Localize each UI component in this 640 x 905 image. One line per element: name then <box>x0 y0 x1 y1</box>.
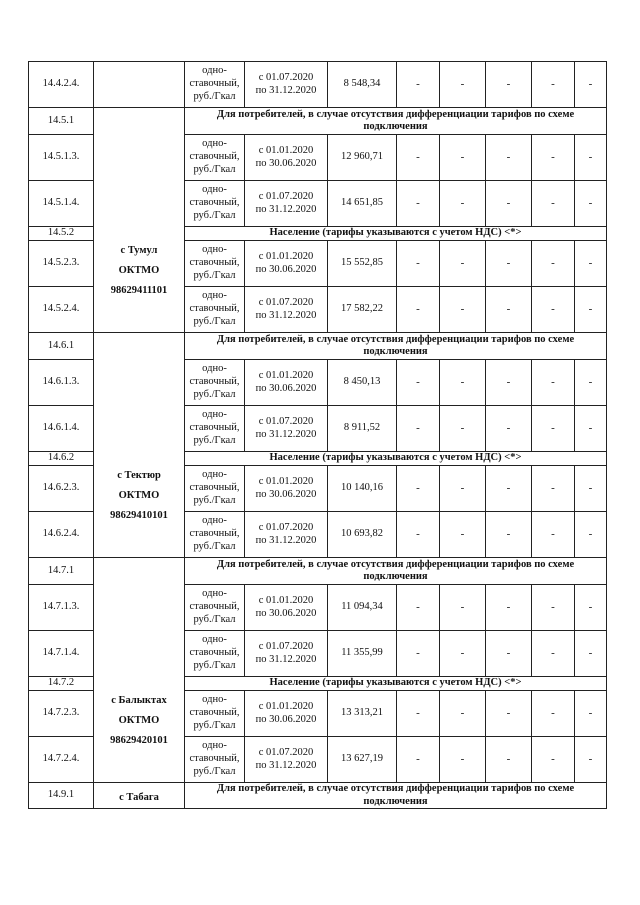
row-code: 14.7.1.3. <box>29 585 94 631</box>
unit-line: одно- <box>202 363 227 375</box>
tariff-value: 11 355,99 <box>328 631 397 677</box>
settlement-cell: с Табага <box>94 783 185 809</box>
row-code: 14.5.2.3. <box>29 241 94 287</box>
section-title: Население (тарифы указываются с учетом НДС) <*> <box>185 452 607 466</box>
unit-line: одно- <box>202 515 227 527</box>
settlement-cell <box>94 558 185 783</box>
empty-value-dash: - <box>486 287 532 333</box>
tariff-value: 12 960,71 <box>328 135 397 181</box>
period-cell <box>245 135 328 181</box>
empty-value-dash: - <box>440 135 486 181</box>
period-line: с 01.07.2020 <box>258 521 314 533</box>
empty-value-dash: - <box>397 181 440 227</box>
unit-cell <box>185 181 245 227</box>
empty-value-dash: - <box>397 466 440 512</box>
empty-value-dash: - <box>486 135 532 181</box>
period-line: по 31.12.2020 <box>255 534 317 546</box>
empty-value-dash: - <box>575 62 607 108</box>
row-code: 14.5.2.4. <box>29 287 94 333</box>
section-code: 14.6.2 <box>29 452 94 466</box>
period-line: по 30.06.2020 <box>255 263 317 275</box>
unit-line: ставочный, <box>189 647 240 659</box>
unit-line: руб./Гкал <box>193 315 236 327</box>
unit-line: руб./Гкал <box>193 613 236 625</box>
empty-value-dash: - <box>532 241 575 287</box>
empty-value-dash: - <box>440 181 486 227</box>
tariff-value: 13 313,21 <box>328 691 397 737</box>
tariff-value: 8 450,13 <box>328 360 397 406</box>
tariff-value: 8 911,52 <box>328 406 397 452</box>
row-code: 14.7.2.3. <box>29 691 94 737</box>
empty-value-dash: - <box>397 241 440 287</box>
period-line: с 01.01.2020 <box>258 700 314 712</box>
unit-cell <box>185 691 245 737</box>
unit-line: ставочный, <box>189 707 240 719</box>
unit-line: ставочный, <box>189 151 240 163</box>
period-line: с 01.01.2020 <box>258 369 314 381</box>
row-code: 14.5.1.3. <box>29 135 94 181</box>
empty-value-dash: - <box>440 691 486 737</box>
period-line: с 01.07.2020 <box>258 296 314 308</box>
unit-line: руб./Гкал <box>193 434 236 446</box>
period-cell <box>245 737 328 783</box>
empty-value-dash: - <box>440 241 486 287</box>
section-title: Для потребителей, в случае отсутствия дифференциации тарифов по схеме подключения <box>185 558 607 585</box>
row-code: 14.5.1.4. <box>29 181 94 227</box>
empty-value-dash: - <box>532 737 575 783</box>
empty-value-dash: - <box>575 466 607 512</box>
empty-value-dash: - <box>575 360 607 406</box>
unit-cell <box>185 737 245 783</box>
unit-line: ставочный, <box>189 601 240 613</box>
period-line: по 30.06.2020 <box>255 713 317 725</box>
unit-cell <box>185 631 245 677</box>
section-header-row <box>29 108 607 135</box>
empty-value-dash: - <box>397 62 440 108</box>
unit-line: ставочный, <box>189 257 240 269</box>
period-cell <box>245 512 328 558</box>
unit-line: одно- <box>202 290 227 302</box>
empty-value-dash: - <box>397 691 440 737</box>
empty-value-dash: - <box>397 406 440 452</box>
empty-value-dash: - <box>575 241 607 287</box>
row-code: 14.7.2.4. <box>29 737 94 783</box>
unit-line: одно- <box>202 588 227 600</box>
empty-value-dash: - <box>532 631 575 677</box>
section-code: 14.5.2 <box>29 227 94 241</box>
unit-cell <box>185 406 245 452</box>
period-line: по 31.12.2020 <box>255 428 317 440</box>
empty-value-dash: - <box>440 512 486 558</box>
unit-line: руб./Гкал <box>193 719 236 731</box>
settlement-cell-continued <box>94 62 185 108</box>
empty-value-dash: - <box>440 360 486 406</box>
tariff-value: 14 651,85 <box>328 181 397 227</box>
empty-value-dash: - <box>486 360 532 406</box>
period-line: с 01.07.2020 <box>258 640 314 652</box>
empty-value-dash: - <box>397 287 440 333</box>
empty-value-dash: - <box>532 287 575 333</box>
settlement-line: 98629411101 <box>110 284 168 296</box>
section-title: Население (тарифы указываются с учетом НДС) <*> <box>185 227 607 241</box>
empty-value-dash: - <box>486 737 532 783</box>
settlement-line: ОКТМО <box>118 715 160 727</box>
period-line: по 31.12.2020 <box>255 759 317 771</box>
period-line: с 01.01.2020 <box>258 594 314 606</box>
unit-line: одно- <box>202 740 227 752</box>
empty-value-dash: - <box>440 62 486 108</box>
unit-line: ставочный, <box>189 482 240 494</box>
unit-cell <box>185 62 245 108</box>
empty-value-dash: - <box>486 691 532 737</box>
empty-value-dash: - <box>440 631 486 677</box>
period-line: по 31.12.2020 <box>255 653 317 665</box>
settlement-line: с Тумул <box>120 245 158 257</box>
empty-value-dash: - <box>486 631 532 677</box>
row-code: 14.6.2.4. <box>29 512 94 558</box>
empty-value-dash: - <box>532 406 575 452</box>
empty-value-dash: - <box>532 360 575 406</box>
period-cell <box>245 360 328 406</box>
settlement-line: с Тектюр <box>117 470 161 482</box>
period-line: по 30.06.2020 <box>255 157 317 169</box>
empty-value-dash: - <box>486 406 532 452</box>
empty-value-dash: - <box>486 241 532 287</box>
settlement-line: ОКТМО <box>118 490 160 502</box>
period-line: по 31.12.2020 <box>255 84 317 96</box>
period-line: по 30.06.2020 <box>255 382 317 394</box>
section-title: Для потребителей, в случае отсутствия дифференциации тарифов по схеме подключения <box>185 333 607 360</box>
empty-value-dash: - <box>575 287 607 333</box>
empty-value-dash: - <box>440 737 486 783</box>
section-title: Для потребителей, в случае отсутствия дифференциации тарифов по схеме подключения <box>185 108 607 135</box>
tariff-table <box>28 61 607 809</box>
period-cell <box>245 691 328 737</box>
empty-value-dash: - <box>575 737 607 783</box>
section-title: Население (тарифы указываются с учетом НДС) <*> <box>185 677 607 691</box>
tariff-value: 10 140,16 <box>328 466 397 512</box>
row-code: 14.4.2.4. <box>29 62 94 108</box>
unit-cell <box>185 512 245 558</box>
section-header-row <box>29 558 607 585</box>
unit-line: одно- <box>202 694 227 706</box>
period-cell <box>245 466 328 512</box>
period-line: с 01.07.2020 <box>258 415 314 427</box>
section-code: 14.7.1 <box>29 558 94 585</box>
empty-value-dash: - <box>532 512 575 558</box>
unit-line: руб./Гкал <box>193 163 236 175</box>
section-header-row <box>29 333 607 360</box>
tariff-value: 11 094,34 <box>328 585 397 631</box>
table-row <box>29 62 607 108</box>
empty-value-dash: - <box>440 466 486 512</box>
unit-cell <box>185 585 245 631</box>
tariff-value: 8 548,34 <box>328 62 397 108</box>
unit-line: руб./Гкал <box>193 765 236 777</box>
period-cell <box>245 62 328 108</box>
unit-line: руб./Гкал <box>193 388 236 400</box>
unit-line: ставочный, <box>189 78 240 90</box>
empty-value-dash: - <box>575 585 607 631</box>
period-line: с 01.07.2020 <box>258 746 314 758</box>
empty-value-dash: - <box>486 512 532 558</box>
unit-line: одно- <box>202 634 227 646</box>
unit-line: одно- <box>202 65 227 77</box>
section-code: 14.5.1 <box>29 108 94 135</box>
period-line: с 01.07.2020 <box>258 71 314 83</box>
period-line: по 30.06.2020 <box>255 488 317 500</box>
empty-value-dash: - <box>532 691 575 737</box>
period-line: с 01.07.2020 <box>258 190 314 202</box>
unit-line: ставочный, <box>189 528 240 540</box>
empty-value-dash: - <box>575 691 607 737</box>
section-code: 14.9.1 <box>29 783 94 809</box>
empty-value-dash: - <box>397 512 440 558</box>
empty-value-dash: - <box>440 585 486 631</box>
unit-line: руб./Гкал <box>193 540 236 552</box>
unit-cell <box>185 466 245 512</box>
row-code: 14.6.2.3. <box>29 466 94 512</box>
settlement-cell <box>94 108 185 333</box>
unit-line: руб./Гкал <box>193 209 236 221</box>
empty-value-dash: - <box>575 512 607 558</box>
empty-value-dash: - <box>575 631 607 677</box>
tariff-value: 10 693,82 <box>328 512 397 558</box>
empty-value-dash: - <box>532 181 575 227</box>
unit-line: одно- <box>202 244 227 256</box>
empty-value-dash: - <box>397 631 440 677</box>
unit-line: руб./Гкал <box>193 90 236 102</box>
unit-line: ставочный, <box>189 376 240 388</box>
period-line: по 31.12.2020 <box>255 203 317 215</box>
period-line: по 30.06.2020 <box>255 607 317 619</box>
unit-line: руб./Гкал <box>193 659 236 671</box>
empty-value-dash: - <box>440 287 486 333</box>
tariff-table-body <box>29 62 607 809</box>
period-cell <box>245 406 328 452</box>
unit-line: одно- <box>202 138 227 150</box>
empty-value-dash: - <box>397 585 440 631</box>
unit-cell <box>185 241 245 287</box>
empty-value-dash: - <box>397 360 440 406</box>
period-line: с 01.01.2020 <box>258 250 314 262</box>
settlement-line: 98629410101 <box>110 509 168 521</box>
row-code: 14.7.1.4. <box>29 631 94 677</box>
empty-value-dash: - <box>486 181 532 227</box>
tariff-value: 15 552,85 <box>328 241 397 287</box>
empty-value-dash: - <box>532 135 575 181</box>
empty-value-dash: - <box>575 406 607 452</box>
empty-value-dash: - <box>486 466 532 512</box>
unit-line: ставочный, <box>189 303 240 315</box>
period-cell <box>245 585 328 631</box>
empty-value-dash: - <box>575 135 607 181</box>
empty-value-dash: - <box>440 406 486 452</box>
unit-cell <box>185 135 245 181</box>
unit-cell <box>185 287 245 333</box>
period-line: по 31.12.2020 <box>255 309 317 321</box>
unit-line: ставочный, <box>189 422 240 434</box>
row-code: 14.6.1.4. <box>29 406 94 452</box>
empty-value-dash: - <box>397 135 440 181</box>
empty-value-dash: - <box>486 585 532 631</box>
period-cell <box>245 287 328 333</box>
unit-line: руб./Гкал <box>193 269 236 281</box>
empty-value-dash: - <box>397 737 440 783</box>
section-title: Для потребителей, в случае отсутствия дифференциации тарифов по схеме подключения <box>185 783 607 809</box>
tariff-value: 13 627,19 <box>328 737 397 783</box>
settlement-line: ОКТМО <box>118 265 160 277</box>
period-cell <box>245 241 328 287</box>
period-line: с 01.01.2020 <box>258 475 314 487</box>
section-code: 14.6.1 <box>29 333 94 360</box>
unit-line: ставочный, <box>189 197 240 209</box>
empty-value-dash: - <box>486 62 532 108</box>
empty-value-dash: - <box>532 62 575 108</box>
row-code: 14.6.1.3. <box>29 360 94 406</box>
unit-line: одно- <box>202 184 227 196</box>
empty-value-dash: - <box>575 181 607 227</box>
unit-line: ставочный, <box>189 753 240 765</box>
period-cell <box>245 181 328 227</box>
settlement-line: с Балыктах <box>111 695 167 707</box>
unit-cell <box>185 360 245 406</box>
settlement-line: 98629420101 <box>110 734 168 746</box>
unit-line: одно- <box>202 469 227 481</box>
unit-line: руб./Гкал <box>193 494 236 506</box>
settlement-cell <box>94 333 185 558</box>
section-code: 14.7.2 <box>29 677 94 691</box>
tariff-value: 17 582,22 <box>328 287 397 333</box>
period-cell <box>245 631 328 677</box>
section-header-row <box>29 783 607 809</box>
empty-value-dash: - <box>532 466 575 512</box>
unit-line: одно- <box>202 409 227 421</box>
empty-value-dash: - <box>532 585 575 631</box>
period-line: с 01.01.2020 <box>258 144 314 156</box>
